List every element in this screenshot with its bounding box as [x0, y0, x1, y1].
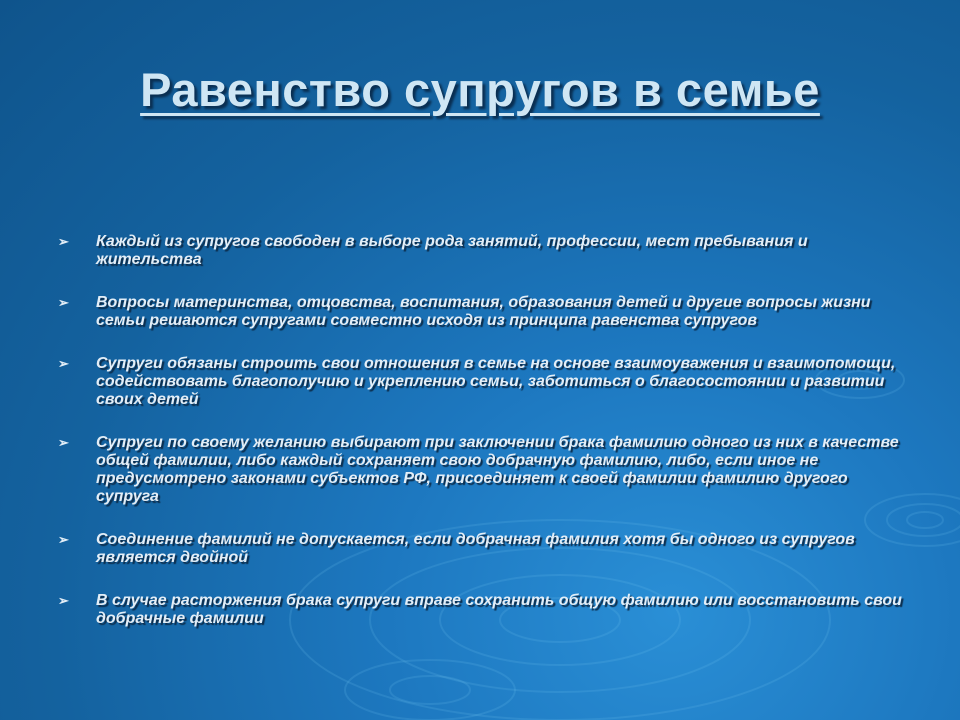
list-item [58, 434, 908, 506]
list-item [58, 592, 908, 628]
list-item [58, 531, 908, 567]
arrow-bullet-icon: ➢ [58, 356, 69, 371]
bullet-text: Супруги обязаны строить свои отношения в семье на основе взаимоуважения и взаимопомощи, содействовать благополучию и укреплению семьи, заботиться о благосостоянии и развитии своих детей [96, 355, 896, 408]
arrow-bullet-icon: ➢ [58, 593, 69, 608]
bullet-text: Каждый из супругов свободен в выборе рода занятий, профессии, мест пребывания и жительства [96, 233, 808, 268]
arrow-bullet-icon: ➢ [58, 234, 69, 249]
list-item [58, 233, 908, 269]
arrow-bullet-icon: ➢ [58, 295, 69, 310]
bullet-text: В случае расторжения брака супруги вправе сохранить общую фамилию или восстановить свои добрачные фамилии [96, 592, 902, 627]
list-item [58, 294, 908, 330]
bullet-text: Соединение фамилий не допускается, если добрачная фамилия хотя бы одного из супругов является двойной [96, 531, 855, 566]
list-item [58, 355, 908, 409]
bullet-list [58, 233, 908, 653]
slide-title: Равенство супругов в семье [140, 63, 820, 116]
bullet-text: Вопросы материнства, отцовства, воспитания, образования детей и другие вопросы жизни семьи решаются супругами совместно исходя из принципа равенства супругов [96, 294, 871, 329]
arrow-bullet-icon: ➢ [58, 532, 69, 547]
bullet-text: Супруги по своему желанию выбирают при заключении брака фамилию одного из них в качестве общей фамилии, либо каждый сохраняет свою добрачную фамилию, либо, если иное не предусмотрено законами субъектов РФ, присоединяет к своей фамилии фамилию другого супруга [96, 434, 899, 505]
arrow-bullet-icon: ➢ [58, 435, 69, 450]
